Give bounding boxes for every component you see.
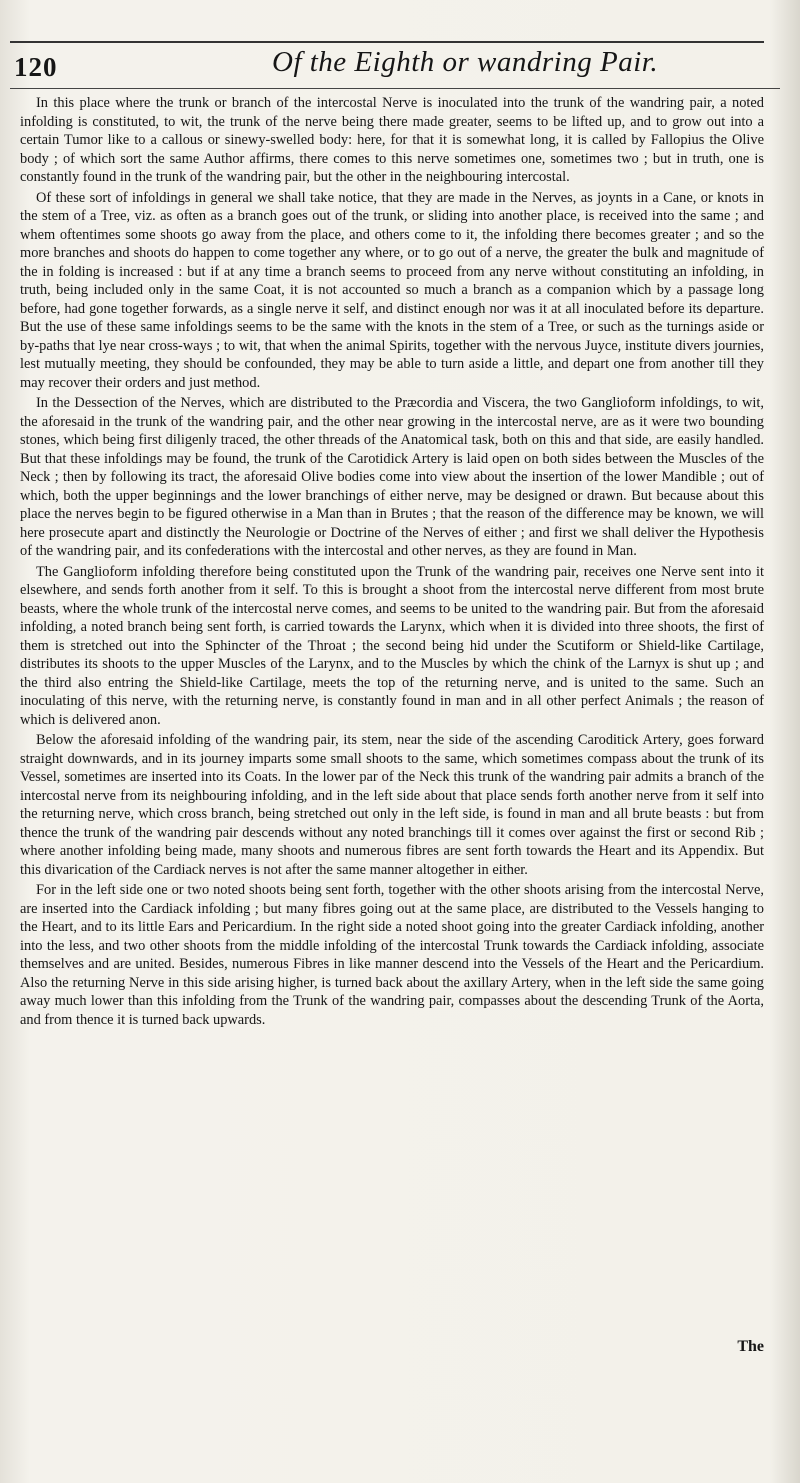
paragraph-2: Of these sort of infoldings in general we shall take notice, that they are made in the Nerves, as joynts in a Cane, or knots in the stem of a Tree, viz. as often as a branch goes out of the trunk, or sliding into another place, is received into the same ; and whem oftentimes some shoots go away from the place, and others come to it, the infolding there becomes greater ; and so the more branches and shoots do happen to come together any where, or to go out of a nerve, the greater the bulk and magnitude of the in folding is increased : but if at any time a branch seems to proceed from any nerve without constituting an infolding, in truth, being included only in the same Coat, it is not accounted so much a branch as a companion which by a passage long before, had gone together forwards, as a single nerve it self, and distinct enough nor was it at all inoculated before its departure. But the use of these same infoldings seems to be the same with the knots in the stem of a Tree, or such as the turnings aside or by-paths that lye near cross-ways ; to wit, that when the animal Spirits, together with the nervous Juyce, institute divers journies, lest mutually meeting, they should be confounded, they may be able to turn aside a little, and depart one from another till they may recover their orders and just method. bbox=[20, 189, 764, 391]
paragraph-4: The Ganglioform infolding therefore being constituted upon the Trunk of the wandring pair, receives one Nerve sent into it elsewhere, and sends forth another from it self. To this is brought a shoot from the intercostal nerve different from most brute beasts, where the whole trunk of the intercostal nerve comes, and seems to be united to the wandring pair. But from the aforesaid infolding, a noted branch being sent forth, is carried towards the Larynx, which when it is divided into three shoots, the first of them is stretched out into the Sphincter of the Throat ; the second being hid under the Scutiform or Shield-like Cartilage, distributes its shoots to the upper Muscles of the Larynx, and to the Muscles by which the chink of the Larnyx is shut up ; and the third also entring the Shield-like Cartilage, meets the top of the returning nerve, and is united to the same. Such an inoculating of this nerve, with the returning nerve, is constantly found in man and in all other perfect Animals ; the reason of which is delivered anon. bbox=[20, 563, 764, 728]
running-title: Of the Eighth or wandring Pair. bbox=[272, 46, 659, 78]
page-number: 120 bbox=[14, 52, 58, 82]
paragraph-1: In this place where the trunk or branch of the intercostal Nerve is inoculated into the trunk of the wandring pair, a noted infolding is constituted, to wit, the trunk of the nerve being there made greater, seems to be lifted up, and to grow out into a certain Tumor like to a callous or sinewy-swelled body: here, for that it is somewhat long, it is called by Fallopius the Olive body ; of which sort the same Author affirms, there comes to this nerve sometimes one, sometimes two ; but in truth, one is constantly found in the trunk of the wandring pair, but the other in the neighbouring intercostal. bbox=[20, 95, 764, 185]
paragraph-3: In the Dessection of the Nerves, which are distributed to the Præcordia and Viscera, the two Ganglioform infoldings, to wit, the aforesaid in the trunk of the wandring pair, and the other near growing in the intercostal nerve, are as it were two bounding stones, which being first diligenly traced, the other threads of the Anatomical task, both on this and that side, are easily handled. But that these infoldings may be found, the trunk of the Carotidick Artery is laid open on both sides between the Muscles of the Neck ; then by following its tract, the aforesaid Olive bodies come into view about the insertion of the lower Mandible ; out of which, both the upper beginnings and the lower branchings of either nerve, may be designed or drawn. But because about this place the nerves begin to be figured otherwise in a Man than in Brutes ; that the reason of the difference may be known, we will here prosecute apart and distinctly the Neurologie or Doctrine of the Nerves of either ; and first we shall deliver the Hypothesis of the wandring pair, and its confederations with the intercostal and other nerves, as they are found in Man. bbox=[20, 395, 764, 559]
catchword: The bbox=[737, 1338, 764, 1355]
paragraph-5: Below the aforesaid infolding of the wandring pair, its stem, near the side of the ascending Caroditick Artery, goes forward straight downwards, and in its journey imparts some small shoots to the same, which sometimes compass about the trunk of its Vessel, sometimes are inserted into its Coats. In the lower par of the Neck this trunk of the wandring pair admits a branch of the intercostal nerve from its neighbouring infolding, and in the left side about that place sends forth another nerve from it self into the returning nerve, which cross branch, being stretched out only in the left side, is found in man and all brute beasts : but from thence the trunk of the wandring pair descends without any noted branchings till it comes over against the first or second Rib ; where another infolding being made, many shoots and numerous fibres are sent forth towards the Heart and its Appendix. But this divarication of the Cardiack nerves is not after the same manner altogether in either. bbox=[20, 732, 764, 878]
body-text bbox=[20, 94, 764, 1031]
page-header bbox=[14, 46, 760, 86]
top-rule bbox=[10, 41, 764, 43]
header-rule bbox=[10, 88, 780, 89]
paragraph-6: For in the left side one or two noted shoots being sent forth, together with the other shoots arising from the intercostal Nerve, are inserted into the Cardiack infolding ; but many fibres going out at the same place, are distributed to the Vessels hanging to the Heart, and to its little Ears and Pericardium. In the right side a noted shoot going into the greater Cardiack infolding, another into the less, and two other shoots from the middle infolding of the intercostal Trunk towards the Cardiack infolding, associate themselves and are united. Besides, numerous Fibres in like manner descend into the Vessels of the Heart and the Pericardium. Also the returning Nerve in this side arising higher, is turned back about the axillary Artery, when in the left side the same going away much lower than this infolding from the Trunk of the wandring pair, compasses about the descending Trunk of the Aorta, and from thence it is turned back upwards. bbox=[20, 882, 764, 1028]
